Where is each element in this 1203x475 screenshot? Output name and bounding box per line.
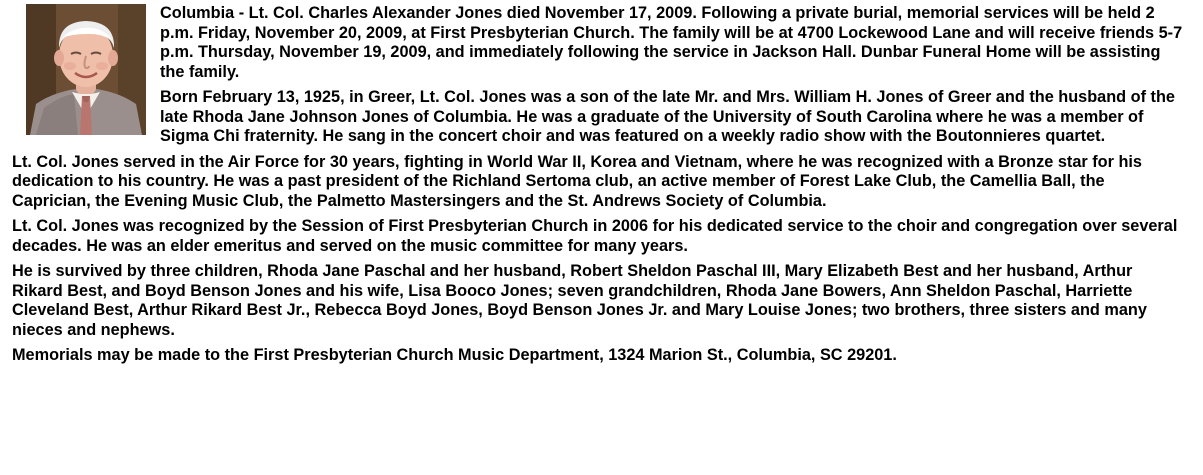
obituary-document: [12, 4, 1187, 372]
portrait-photo-icon: [26, 4, 146, 135]
portrait-drawing: [26, 4, 146, 135]
paragraph-survivors: He is survived by three children, Rhoda Jane Paschal and her husband, Robert Sheldon Paschal III, Mary Elizabeth Best and her husband, Arthur Rikard Best, and Boyd Benson Jones and his wife, Lisa Booco Jones; seven grandchildren, Rhoda Jane Bowers, Ann Sheldon Paschal, Harriette Cleveland Best, Arthur Rikard Best Jr., Rebecca Boyd Jones, Boyd Benson Jones Jr. and Mary Louise Jones; two brothers, three sisters and many nieces and nephews.: [12, 262, 1147, 339]
paragraph-memorials: Memorials may be made to the First Presbyterian Church Music Department, 1324 Marion St., Columbia, SC 29201.: [12, 346, 897, 364]
paragraph-announcement: Columbia - Lt. Col. Charles Alexander Jones died November 17, 2009. Following a private burial, memorial services will be held 2 p.m. Friday, November 20, 2009, at First Presbyterian Church. The family will be at 4700 Lockewood Lane and will receive friends 5-7 p.m. Thursday, November 19, 2009, and immediately following the service in Jackson Hall. Dunbar Funeral Home will be assisting the family.: [160, 4, 1183, 81]
paragraph-military-service: Lt. Col. Jones served in the Air Force for 30 years, fighting in World War II, Korea and Vietnam, where he was recognized with a Bronze star for his dedication to his country. He was a past president of the Richland Sertoma club, an active member of Forest Lake Club, the Camellia Ball, the Caprician, the Evening Music Club, the Palmetto Mastersingers and the St. Andrews Society of Columbia.: [12, 152, 1142, 210]
paragraph-church-recognition: Lt. Col. Jones was recognized by the Session of First Presbyterian Church in 2006 for his dedicated service to the choir and congregation over several decades. He was an elder emeritus and served on the music committee for many years.: [12, 217, 1178, 255]
paragraph-biography: Born February 13, 1925, in Greer, Lt. Col. Jones was a son of the late Mr. and Mrs. William H. Jones of Greer and the husband of the late Rhoda Jane Johnson Jones of Columbia. He was a graduate of the University of South Carolina where he was a member of Sigma Chi fraternity. He sang in the concert choir and was featured on a weekly radio show with the Boutonnieres quartet.: [160, 88, 1175, 145]
